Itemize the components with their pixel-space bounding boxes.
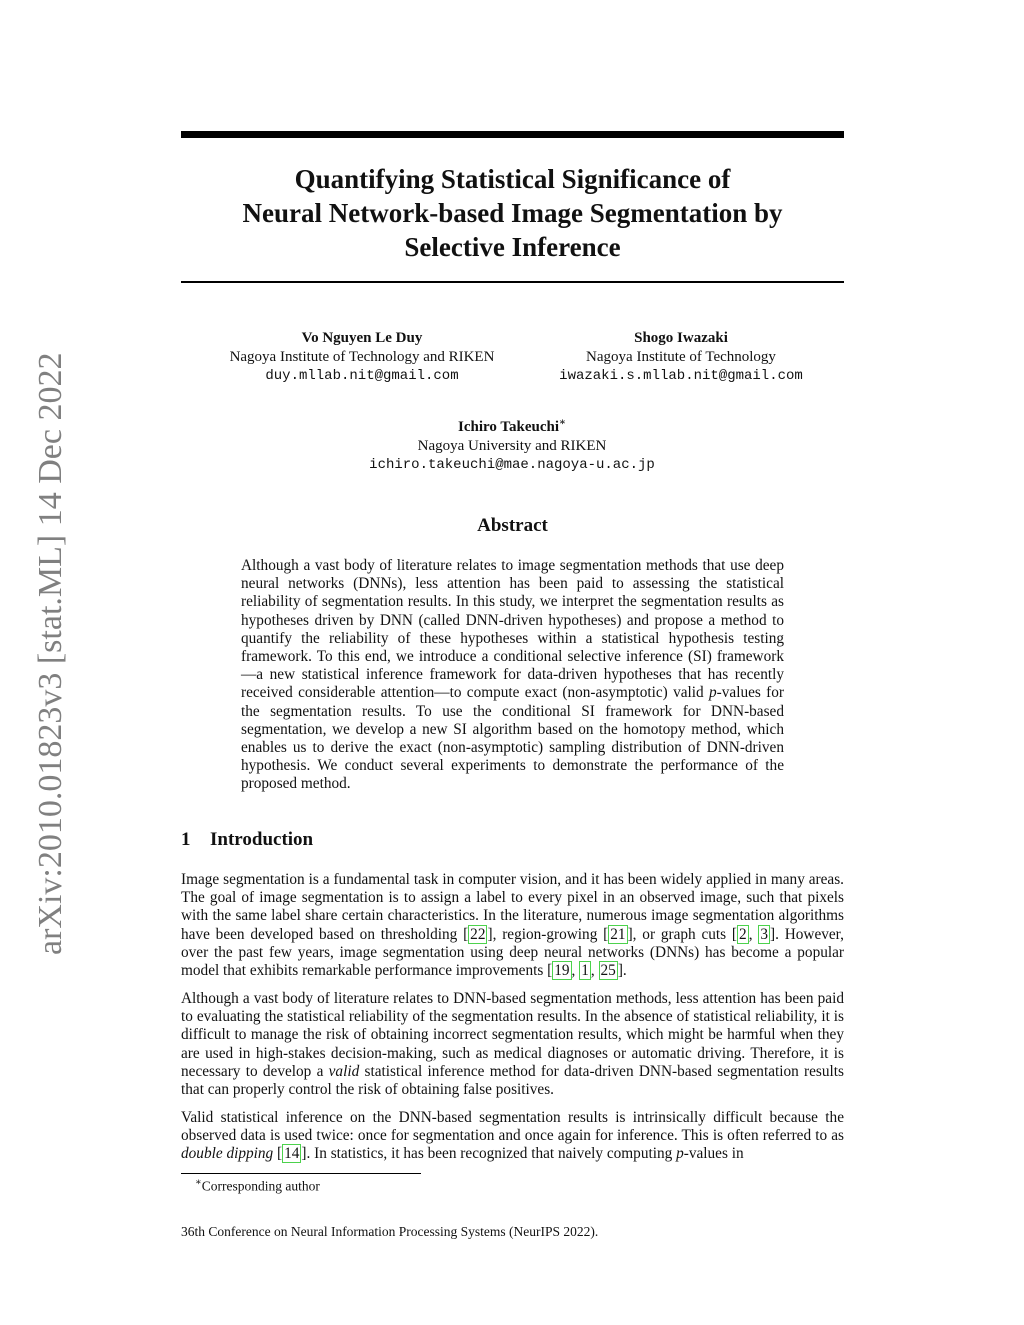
author-affiliation: Nagoya University and RIKEN [417,438,607,454]
author-name: Vo Nguyen Le Duy [301,330,423,346]
author-name-text: Ichiro Takeuchi [458,419,560,435]
intro-paragraph-3: Valid statistical inference on the DNN-based segmentation results is intrinsically difficult because the observed data is used twice: once for segmentation and once again for inference. This is often referred to as double dipping [ 14 ]. In statistics, it has been recognized that naively computing p-values in [181,1109,844,1163]
abstract-heading: Abstract [477,515,548,536]
section-heading-introduction [181,829,313,851]
author-email[interactable]: duy.mllab.nit@gmail.com [265,368,459,384]
title-top-rule [181,131,844,138]
section-number: 1 [181,829,191,850]
footnote-mark: ∗ [195,1177,202,1188]
author-affiliation: Nagoya Institute of Technology [586,349,776,365]
author-block-1 [202,329,522,386]
venue-line: 36th Conference on Neural Information Processing Systems (NeurIPS 2022). [181,1224,599,1239]
author-block-2 [535,329,827,386]
author-email[interactable]: iwazaki.s.mllab.nit@gmail.com [559,368,803,384]
author-name [350,413,674,437]
author-block-3 [350,413,674,475]
citation-link[interactable]: 21 [610,925,626,943]
citation-link[interactable]: 1 [581,962,589,980]
arxiv-identifier: arXiv:2010.01823v3 [stat.ML] 14 Dec 2022 [32,352,69,955]
footnote: ∗Corresponding author [195,1177,320,1194]
paper-title [181,162,844,264]
intro-paragraph-2: Although a vast body of literature relates to DNN-based segmentation methods, less attention has been paid to evaluating the statistical reliability of the segmentation results. In the absence of statistical reliability, it is difficult to manage the risk of obtaining incorrect segmentation results, which might be harmful when they are used in high-stakes decision-making, such as medical diagnoses or automatic driving. Therefore, it is necessary to develop a valid statistical inference method for data-driven DNN-based segmentation results that can properly control the risk of obtaining false positives. [181,990,844,1099]
title-bottom-rule [181,281,844,283]
author-email[interactable]: ichiro.takeuchi@mae.nagoya-u.ac.jp [369,457,655,473]
author-affiliation: Nagoya Institute of Technology and RIKEN [229,349,495,365]
corresponding-mark: ∗ [559,417,566,428]
abstract-text: Although a vast body of literature relates to image segmentation methods that use deep neural networks (DNNs), less attention has been paid to assessing the statistical reliability of segmentation results. In this study, we interpret the segmentation results as hypotheses driven by DNN (called DNN-driven hypotheses) and propose a method to quantify the reliability of these hypotheses within a statistical hypothesis testing framework. To this end, we introduce a conditional selective inference (SI) framework—a new statistical inference framework for data-driven hypotheses that has recently received considerable attention—to compute exact (non-asymptotic) valid p-values for the segmentation results. To use the conditional SI framework for DNN-based segmentation, we develop a new SI algorithm based on the homotopy method, which enables us to derive the exact (non-asymptotic) sampling distribution of DNN-driven hypothesis. We conduct several experiments to demonstrate the performance of the proposed method. [241,557,784,793]
title-line-2: Neural Network-based Image Segmentation by [242,198,783,228]
citation-link[interactable]: 25 [600,962,616,980]
title-line-3: Selective Inference [404,232,621,262]
title-line-1: Quantifying Statistical Significance of [294,164,731,194]
section-title: Introduction [210,829,314,850]
citation-link[interactable]: 19 [554,962,570,980]
author-name: Shogo Iwazaki [634,330,728,346]
intro-paragraph-1: Image segmentation is a fundamental task in computer vision, and it has been widely applied in many areas. The goal of image segmentation is to assign a label to every pixel in an observed image, such that pixels with the same label share certain characteristics. In the literature, numerous image segmentation algorithms have been developed based on thresholding [ 22 ], region-growing [ 21 ], or graph cuts [ 2 , 3 ]. However, over the past few years, image segmentation using deep neural networks (DNNs) has become a popular model that exhibits remarkable performance improvements [ 19 , 1 , 25 ]. [181,871,844,980]
citation-link[interactable]: 22 [470,925,486,943]
citation-link[interactable]: 14 [284,1145,300,1163]
footnote-rule [181,1173,421,1174]
citation-link[interactable]: 2 [739,925,747,943]
citation-link[interactable]: 3 [760,925,768,943]
